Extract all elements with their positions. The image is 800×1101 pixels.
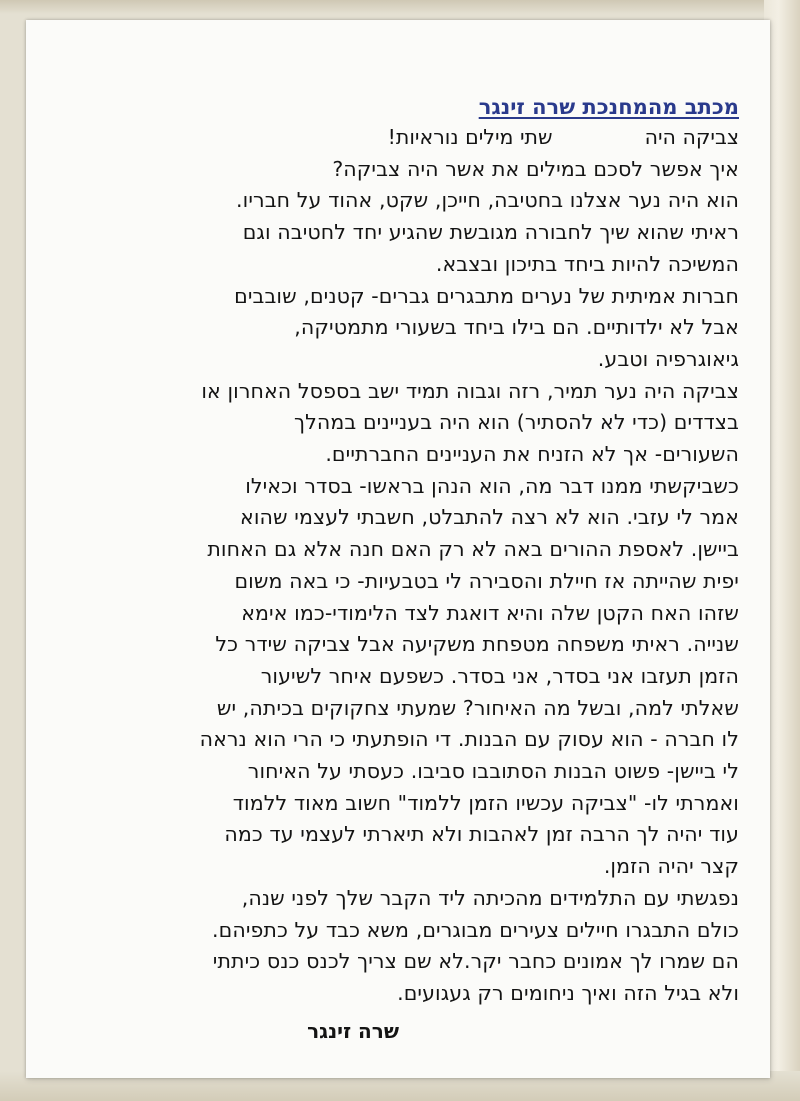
text-line: ולא בגיל הזה ואיך ניחומים רק געגועים. bbox=[397, 980, 739, 1005]
text-line: כולם התבגרו חיילים צעירים מבוגרים, משא כבד על כתפיהם. bbox=[212, 917, 739, 942]
signature: שרה זינגר bbox=[307, 1018, 399, 1043]
text-line: לו חברה - הוא עסוק עם הבנות. די הופתעתי כי הרי הוא נראה bbox=[199, 727, 739, 752]
text-line: יפית שהייתה אז חיילת והסבירה לי בטבעיות- כי באה משום bbox=[234, 568, 739, 593]
text-line: שזהו האח הקטן שלה והיא דואגת לצד הלימודי-כמו אימא bbox=[241, 600, 739, 625]
letter-title: מכתב מהמחנכת שרה זינגר bbox=[478, 95, 739, 119]
text-line: המשיכה להיות ביחד בתיכון ובצבא. bbox=[435, 251, 739, 276]
text-line: שאלתי למה, ובשל מה האיחור? שמעתי צחקוקים בכיתה, יש bbox=[216, 695, 739, 720]
text-line: ראיתי שהוא שיך לחבורה מגובשת שהגיע יחד לחטיבה וגם bbox=[242, 220, 739, 245]
opening-line bbox=[119, 122, 739, 154]
opening-name: צביקה היה bbox=[644, 125, 739, 149]
text-line: איך אפשר לסכם במילים את אשר היה צביקה? bbox=[332, 156, 739, 181]
paper-sheet bbox=[26, 20, 770, 1078]
letter-body bbox=[119, 92, 739, 1046]
text-line: חברות אמיתית של נערים מתבגרים גברים- קטנים, שובבים bbox=[234, 283, 739, 308]
text-line: הוא היה נער אצלנו בחטיבה, חייכן, שקט, אהוד על חבריו. bbox=[236, 188, 739, 213]
text-line: בצדדים (כדי לא להסתיר) הוא היה בעניינים במהלך bbox=[294, 410, 739, 435]
text-line: קצר יהיה הזמן. bbox=[603, 854, 739, 879]
text-line: לי ביישן- פשוט הבנות הסתובבו סביבו. כעסתי על האיחור bbox=[247, 759, 739, 784]
text-line: אמר לי עזבי. הוא לא רצה להתבלט, חשבתי לעצמי שהוא bbox=[240, 505, 739, 530]
text-line: הזמן תעזבו אני בסדר, אני בסדר. כשפעם איחר לשיעור bbox=[260, 663, 739, 688]
text-line: הם שמרו לך אמונים כחבר יקר.לא שם צריך לכנס כנס כיתתי bbox=[212, 949, 739, 974]
text-line: שנייה. ראיתי משפחה מטפחת משקיעה אבל צביקה שידר כל bbox=[215, 632, 739, 657]
scan-border-top bbox=[0, 0, 800, 14]
opening-exclaim: שתי מילים נוראיות! bbox=[387, 125, 553, 149]
text-line: ביישן. לאספת ההורים באה לא רק האם חנה אלא גם האחות bbox=[207, 537, 739, 562]
text-line: עוד יהיה לך הרבה זמן לאהבות ולא תיארתי לעצמי עד כמה bbox=[224, 822, 739, 847]
text-line: גיאוגרפיה וטבע. bbox=[597, 346, 739, 371]
text-line: נפגשתי עם התלמידים מהכיתה ליד הקבר שלך לפני שנה, bbox=[241, 885, 739, 910]
text-line: השעורים- אך לא הזניח את העניינים החברתיים. bbox=[325, 442, 739, 467]
text-line: כשביקשתי ממנו דבר מה, הוא הנהן בראשו- בסדר וכאילו bbox=[245, 473, 739, 498]
text-line: ואמרתי לו- "צביקה עכשיו הזמן ללמוד" חשוב מאוד ללמוד bbox=[232, 790, 739, 815]
text-line: אבל לא ילדותיים. הם בילו ביחד בשעורי מתמטיקה, bbox=[294, 315, 739, 340]
text-line: צביקה היה נער תמיר, רזה וגבוה תמיד ישב בספסל האחרון או bbox=[201, 378, 739, 403]
